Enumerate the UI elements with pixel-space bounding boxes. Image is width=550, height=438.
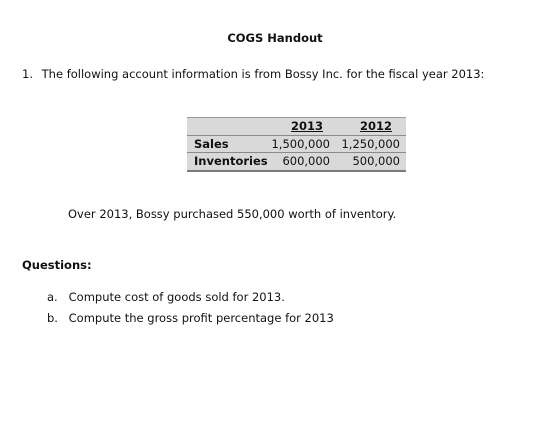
inventories-2013: 600,000 bbox=[282, 154, 330, 168]
table-header-row bbox=[187, 118, 406, 135]
question-b-text: Compute the gross profit percentage for 2013 bbox=[68, 311, 334, 325]
question-1-text: The following account information is from Bossy Inc. for the fiscal year 2013: bbox=[41, 67, 485, 81]
question-1 bbox=[22, 67, 484, 81]
row-label-sales: Sales bbox=[194, 137, 229, 151]
question-a bbox=[47, 290, 285, 304]
page-title: COGS Handout bbox=[227, 31, 323, 45]
question-1-number: 1. bbox=[22, 67, 33, 81]
question-b bbox=[47, 311, 334, 325]
account-table bbox=[187, 117, 406, 172]
question-a-text: Compute cost of goods sold for 2013. bbox=[68, 290, 285, 304]
header-2013: 2013 bbox=[291, 119, 324, 133]
question-a-letter: a. bbox=[47, 290, 58, 304]
table-row bbox=[187, 135, 406, 153]
header-2012: 2012 bbox=[360, 119, 393, 133]
table-row bbox=[187, 152, 406, 170]
row-label-inventories: Inventories bbox=[194, 154, 268, 168]
purchase-note: Over 2013, Bossy purchased 550,000 worth of inventory. bbox=[68, 207, 397, 221]
questions-heading: Questions: bbox=[22, 258, 92, 272]
sales-2012: 1,250,000 bbox=[341, 137, 400, 151]
question-b-letter: b. bbox=[47, 311, 58, 325]
inventories-2012: 500,000 bbox=[352, 154, 400, 168]
sales-2013: 1,500,000 bbox=[271, 137, 330, 151]
